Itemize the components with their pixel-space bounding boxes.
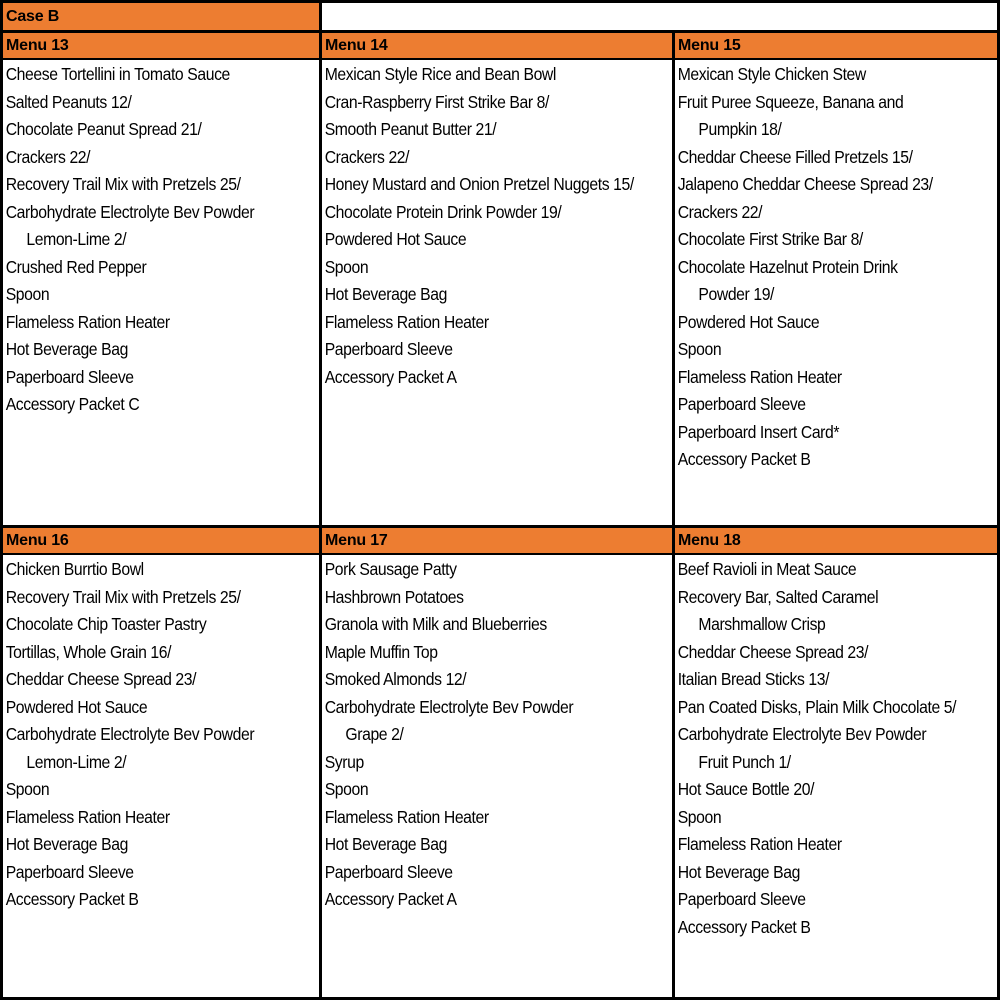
menu-item: Flameless Ration Heater bbox=[677, 834, 842, 854]
menu-item: Grape 2/ bbox=[345, 724, 404, 744]
menu-item: Spoon bbox=[5, 284, 50, 304]
menu-item: Maple Muffin Top bbox=[324, 641, 438, 662]
menu-item: Recovery Trail Mix with Pretzels 25/ bbox=[5, 174, 241, 194]
menu-item: Beef Ravioli in Meat Sauce bbox=[677, 559, 857, 579]
menu-item: Powdered Hot Sauce bbox=[5, 696, 148, 717]
menu-item: Honey Mustard and Onion Pretzel Nuggets 15/ bbox=[324, 174, 634, 194]
menu-item: Spoon bbox=[677, 339, 722, 359]
menu-item: Crackers 22/ bbox=[324, 146, 410, 167]
menu-item: Paperboard Sleeve bbox=[324, 861, 453, 882]
menu-item: Paperboard Sleeve bbox=[324, 339, 453, 359]
menu-item: Cheddar Cheese Spread 23/ bbox=[5, 669, 197, 689]
menu-item: Flameless Ration Heater bbox=[5, 806, 170, 827]
menu-item-list bbox=[3, 555, 319, 914]
menu-item: Recovery Bar, Salted Caramel bbox=[677, 586, 879, 607]
menu-item: Cheddar Cheese Filled Pretzels 15/ bbox=[677, 146, 913, 167]
menu-item: Accessory Packet C bbox=[5, 394, 140, 414]
menu-item: Pork Sausage Patty bbox=[324, 559, 457, 579]
menu-title: Menu 16 bbox=[3, 528, 319, 555]
menu-item: Syrup bbox=[324, 751, 364, 772]
menu-item: Flameless Ration Heater bbox=[324, 311, 489, 332]
menu-item: Spoon bbox=[5, 779, 50, 799]
menu-item-list bbox=[322, 60, 672, 391]
menu-item-list bbox=[675, 555, 997, 941]
menu-item: Paperboard Sleeve bbox=[5, 861, 134, 882]
menu-item: Hot Beverage Bag bbox=[324, 834, 447, 854]
menu-item: Carbohydrate Electrolyte Bev Powder bbox=[5, 201, 255, 222]
menu-item: Powder 19/ bbox=[698, 284, 775, 304]
menu-item: Chocolate Peanut Spread 21/ bbox=[5, 119, 202, 139]
menu-item: Paperboard Sleeve bbox=[677, 394, 806, 414]
menu-item: Flameless Ration Heater bbox=[677, 366, 842, 387]
menu-item: Crackers 22/ bbox=[5, 146, 91, 167]
menu-item: Chicken Burrtio Bowl bbox=[5, 559, 144, 579]
menu-cell bbox=[675, 528, 997, 997]
menu-item: Lemon-Lime 2/ bbox=[26, 229, 127, 249]
menu-item: Accessory Packet B bbox=[5, 889, 139, 909]
menu-item: Accessory Packet B bbox=[677, 449, 811, 469]
menu-item: Pan Coated Disks, Plain Milk Chocolate 5/ bbox=[677, 696, 957, 717]
menu-item: Chocolate Chip Toaster Pastry bbox=[5, 614, 207, 634]
menu-item: Hot Beverage Bag bbox=[324, 284, 447, 304]
menu-item: Fruit Punch 1/ bbox=[698, 751, 791, 772]
menu-item: Hot Beverage Bag bbox=[677, 861, 800, 882]
menu-item: Carbohydrate Electrolyte Bev Powder bbox=[677, 724, 927, 744]
menu-grid bbox=[0, 30, 1000, 1000]
menu-item: Spoon bbox=[677, 806, 722, 827]
menu-item: Jalapeno Cheddar Cheese Spread 23/ bbox=[677, 174, 933, 194]
menu-item: Cran-Raspberry First Strike Bar 8/ bbox=[324, 91, 549, 112]
menu-item: Hot Beverage Bag bbox=[5, 834, 128, 854]
menu-title: Menu 13 bbox=[3, 33, 319, 60]
menu-item: Granola with Milk and Blueberries bbox=[324, 614, 547, 634]
menu-item: Mexican Style Rice and Bean Bowl bbox=[324, 64, 556, 84]
menu-item: Hot Beverage Bag bbox=[5, 339, 128, 359]
menu-item: Hashbrown Potatoes bbox=[324, 586, 464, 607]
menu-title: Menu 17 bbox=[322, 528, 672, 555]
menu-item: Marshmallow Crisp bbox=[698, 614, 826, 634]
menu-item: Carbohydrate Electrolyte Bev Powder bbox=[324, 696, 574, 717]
menu-item: Smoked Almonds 12/ bbox=[324, 669, 467, 689]
menu-item: Lemon-Lime 2/ bbox=[26, 751, 127, 772]
menu-item: Cheese Tortellini in Tomato Sauce bbox=[5, 64, 230, 84]
menu-item: Chocolate Hazelnut Protein Drink bbox=[677, 256, 898, 277]
menu-item: Italian Bread Sticks 13/ bbox=[677, 669, 830, 689]
menu-item: Paperboard Insert Card* bbox=[677, 421, 840, 442]
menu-item: Crushed Red Pepper bbox=[5, 256, 147, 277]
menu-item: Hot Sauce Bottle 20/ bbox=[677, 779, 815, 799]
case-header-row bbox=[0, 0, 1000, 30]
menu-item: Mexican Style Chicken Stew bbox=[677, 64, 866, 84]
menu-item: Accessory Packet A bbox=[324, 366, 457, 387]
menu-item: Flameless Ration Heater bbox=[324, 806, 489, 827]
menu-item: Accessory Packet B bbox=[677, 916, 811, 937]
menu-title: Menu 14 bbox=[322, 33, 672, 60]
menu-item: Flameless Ration Heater bbox=[5, 311, 170, 332]
menu-item: Cheddar Cheese Spread 23/ bbox=[677, 641, 869, 662]
menu-item: Powdered Hot Sauce bbox=[677, 311, 820, 332]
menu-cell bbox=[322, 528, 675, 997]
menu-item: Accessory Packet A bbox=[324, 889, 457, 909]
menu-item: Spoon bbox=[324, 779, 369, 799]
menu-item-list bbox=[3, 60, 319, 419]
menu-item: Spoon bbox=[324, 256, 369, 277]
menu-item: Chocolate First Strike Bar 8/ bbox=[677, 229, 863, 249]
menu-cell bbox=[3, 33, 322, 528]
case-header-blank bbox=[322, 3, 997, 30]
menu-item: Salted Peanuts 12/ bbox=[5, 91, 132, 112]
menu-cell bbox=[322, 33, 675, 528]
menu-item: Chocolate Protein Drink Powder 19/ bbox=[324, 201, 562, 222]
menu-item-list bbox=[675, 60, 997, 474]
menu-item: Crackers 22/ bbox=[677, 201, 763, 222]
menu-item: Powdered Hot Sauce bbox=[324, 229, 467, 249]
menu-item: Fruit Puree Squeeze, Banana and bbox=[677, 91, 904, 112]
case-label: Case B bbox=[3, 3, 322, 30]
menu-title: Menu 18 bbox=[675, 528, 997, 555]
menu-cell bbox=[675, 33, 997, 528]
menu-item: Carbohydrate Electrolyte Bev Powder bbox=[5, 724, 255, 744]
menu-item: Pumpkin 18/ bbox=[698, 119, 782, 139]
menu-cell bbox=[3, 528, 322, 997]
menu-item-list bbox=[322, 555, 672, 914]
menu-item: Tortillas, Whole Grain 16/ bbox=[5, 641, 172, 662]
menu-item: Paperboard Sleeve bbox=[677, 889, 806, 909]
menu-item: Smooth Peanut Butter 21/ bbox=[324, 119, 497, 139]
menu-item: Paperboard Sleeve bbox=[5, 366, 134, 387]
menu-item: Recovery Trail Mix with Pretzels 25/ bbox=[5, 586, 241, 607]
menu-title: Menu 15 bbox=[675, 33, 997, 60]
